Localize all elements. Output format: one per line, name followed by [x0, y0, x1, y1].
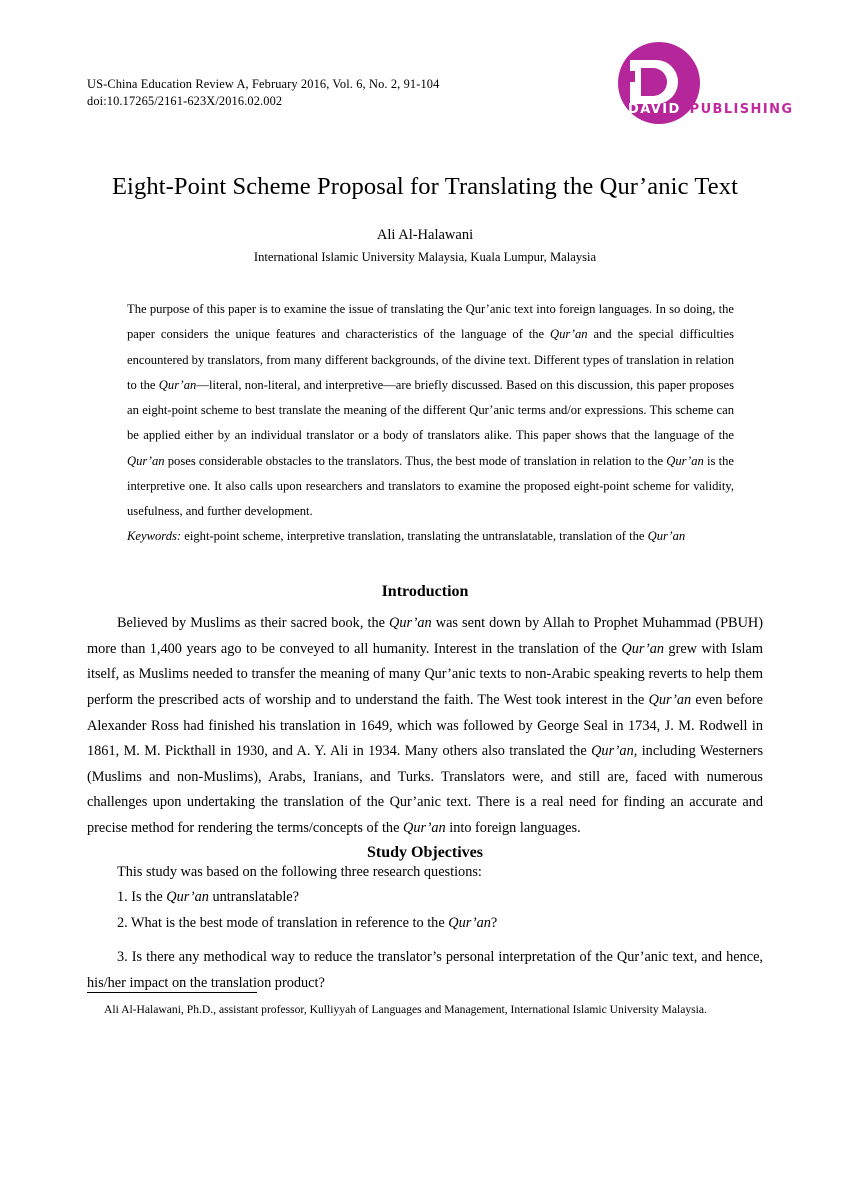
research-questions-list: [87, 885, 763, 936]
research-question-2: 2. What is the best mode of translation in reference to the Qur’an?: [117, 914, 498, 931]
author-name: Ali Al-Halawani: [376, 227, 474, 243]
introduction-paragraph: Believed by Muslims as their sacred book, the Qur’an was sent down by Allah to Prophet Muhammad (PBUH) more than 1,400 years ago to be conveyed to all humanity. Interest in the translation of the Qur’an grew with Islam itself, as Muslims needed to transfer the meaning of many Qur’anic texts to non-Arabic speaking reverts to help them perform the prescribed acts of worship and to understand the faith. The West took interest in the Qur’an even before Alexander Ross had finished his translation in 1649, which was followed by George Seal in 1734, J. M. Rodwell in 1861, M. M. Pickthall in 1930, and A. Y. Ali in 1934. Many others also translated the Qur’an, including Westerners (Muslims and non-Muslims), Arabs, Iranians, and Turks. Translators were, and still are, faced with numerous challenges upon undertaking the translation of the Qur’anic text. There is a real need for finding an accurate and precise method for rendering the terms/concepts of the Qur’an into foreign languages.: [87, 615, 764, 837]
logo-word-publishing: PUBLISHING: [689, 102, 794, 117]
david-publishing-logo: [612, 38, 794, 124]
section-heading-introduction: Introduction: [381, 583, 469, 601]
journal-header: [87, 76, 439, 109]
footnote-text: Ali Al-Halawani, Ph.D., assistant professor, Kulliyyah of Languages and Management, International Islamic University Malaysia.: [104, 1003, 707, 1016]
author-affiliation: International Islamic University Malaysia, Kuala Lumpur, Malaysia: [253, 250, 597, 264]
abstract-text: The purpose of this paper is to examine the issue of translating the Qur’anic text into foreign languages. In so doing, the paper considers the unique features and characteristics of the language of the Qur’an and the special difficulties encountered by translators, from many different backgrounds, of the divine text. Different types of translation in relation to the Qur’an—literal, non-literal, and interpretive—are briefly discussed. Based on this discussion, this paper proposes an eight-point scheme to best translate the meaning of the different Qur’anic terms and/or expressions. This scheme can be applied either by an individual translator or a body of translators alike. This paper shows that the language of the Qur’an poses considerable obstacles to the translators. Thus, the best mode of translation in relation to the Qur’an is the interpretive one. It also calls upon researchers and translators to examine the proposed eight-point scheme for validity, usefulness, and further development.: [127, 302, 735, 519]
research-question-3: 3. Is there any methodical way to reduce the translator’s personal interpretation of the Qur’anic text, and hence, his/her impact on the translation product?: [87, 949, 763, 991]
logo-word-david: DAVID: [628, 102, 681, 117]
section-heading-study-objectives: Study Objectives: [367, 844, 483, 862]
journal-doi-line: doi:10.17265/2161-623X/2016.02.002: [87, 93, 283, 108]
journal-citation-line: US-China Education Review A, February 2016, Vol. 6, No. 2, 91-104: [87, 77, 440, 91]
keywords-line: [127, 524, 734, 549]
study-objectives-intro: [87, 860, 763, 886]
research-question-1: 1. Is the Qur’an untranslatable?: [117, 889, 300, 905]
keywords-label: Keywords:: [127, 529, 182, 543]
keywords-value: eight-point scheme, interpretive translation, translating the untranslatable, translation of the Qur’an: [181, 529, 686, 543]
logo-wordmark: [628, 101, 794, 119]
footnote-separator: [87, 992, 257, 993]
study-objectives-intro-text: This study was based on the following three research questions:: [117, 864, 482, 880]
page-title: Eight-Point Scheme Proposal for Translating the Qur’anic Text: [111, 173, 739, 201]
logo-letter-d-notch-icon: [621, 71, 635, 82]
